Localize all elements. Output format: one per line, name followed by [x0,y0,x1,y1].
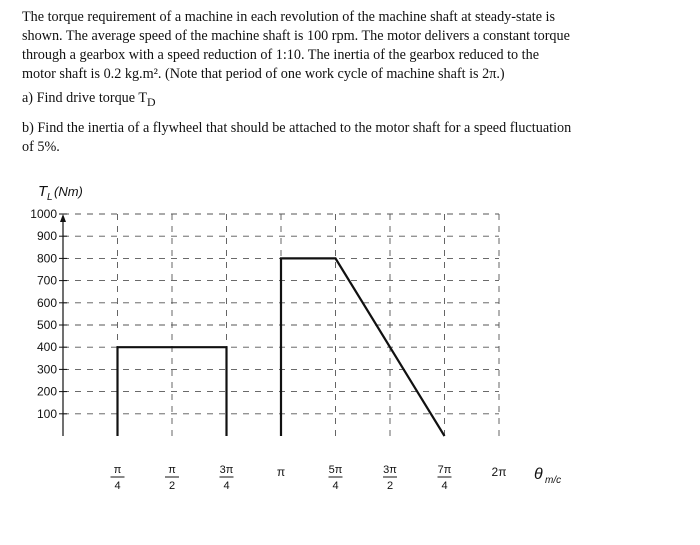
x-tick-numerator: 3π [383,464,397,476]
y-ticks [30,207,67,421]
x-tick-denominator: 4 [332,480,339,492]
y-tick-label: 600 [36,295,57,310]
question-b-line: of 5%. [22,138,60,155]
y-tick-label: 400 [36,340,57,355]
x-axis-label: θ [534,466,543,483]
axis-labels [38,183,561,486]
paragraph-line: shown. The average speed of the machine shaft is 100 rpm. The motor delivers a constant torque [22,28,570,44]
y-tick-label: 700 [36,273,57,288]
x-tick-denominator: 2 [168,480,176,492]
x-tick-denominator: 4 [114,480,121,492]
paragraph-line: motor shaft is 0.2 kg.m². (Note that period of one work cycle of machine shaft is 2π.) [22,66,505,82]
y-tick-label: 300 [36,362,57,377]
question-b [22,119,622,157]
x-tick-label: π [276,465,286,479]
y-tick-label: 900 [36,229,57,244]
problem-paragraph [22,8,622,84]
question-a-text: a) Find drive torque T [22,90,148,106]
x-tick-numerator: 7π [437,464,452,476]
torque-chart [0,170,700,510]
y-axis-label-subscript: L [47,192,53,203]
y-axis-label: T [38,183,48,200]
x-tick-denominator: 4 [223,480,230,492]
question-a [22,89,622,112]
x-tick-numerator: 3π [219,464,234,476]
y-axis-label-unit: (Nm) [54,184,83,199]
x-tick-label: 2π [491,465,507,479]
paragraph-line: through a gearbox with a speed reduction of 1:10. The inertia of the gearbox reduced to the [22,47,540,63]
x-axis-label-subscript: m/c [545,475,562,486]
y-tick-label: 200 [36,384,57,399]
chart-series [118,258,445,436]
problem-statement [22,8,622,157]
x-tick-denominator: 2 [386,480,394,492]
x-ticks [111,464,507,492]
paragraph-line: The torque requirement of a machine in each revolution of the machine shaft at steady-state is [22,9,556,25]
y-axis-arrow [60,214,66,222]
y-tick-label: 500 [36,318,57,332]
x-tick-denominator: 4 [441,480,448,492]
x-tick-numerator: 5π [328,464,343,476]
x-tick-numerator: π [113,464,122,476]
question-b-line: b) Find the inertia of a flywheel that should be attached to the motor shaft for a speed fluctuation [22,119,572,136]
y-tick-label: 800 [36,251,57,266]
y-tick-label: 1000 [30,207,57,221]
question-a-subscript: D [147,94,156,109]
x-tick-numerator: π [168,464,176,476]
y-tick-label: 100 [36,406,57,421]
